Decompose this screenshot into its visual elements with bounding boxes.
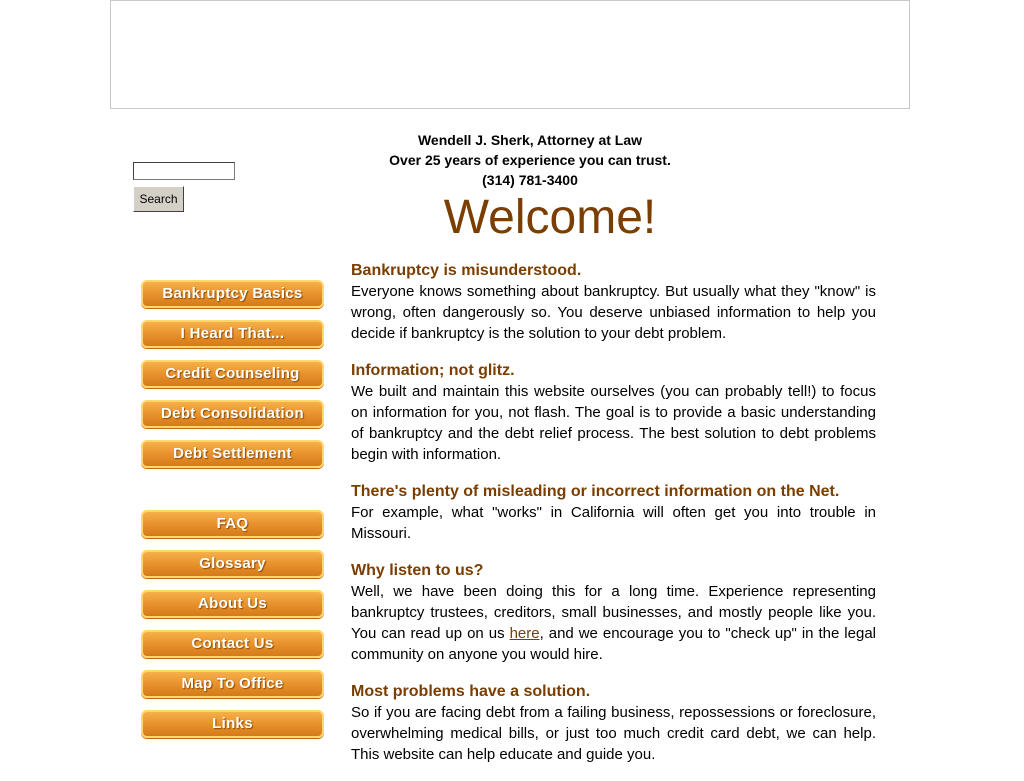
- phone-number: (314) 781-3400: [482, 172, 578, 188]
- search-button[interactable]: Search: [133, 186, 184, 212]
- section-body: So if you are facing debt from a failing business, repossessions or foreclosure, overwhelming medical bills, or just too much credit card debt, we can help. This website can help educate and guide you.: [351, 704, 876, 763]
- content-section: [351, 681, 876, 765]
- search-input[interactable]: [133, 162, 235, 180]
- nav-debt-consolidation[interactable]: Debt Consolidation: [141, 400, 324, 428]
- search-form: [133, 162, 235, 212]
- section-heading: Bankruptcy is misunderstood.: [351, 262, 582, 279]
- site-header: [350, 130, 710, 190]
- section-heading: Information; not glitz.: [351, 362, 515, 379]
- content-section: [351, 481, 876, 544]
- nav-credit-counseling[interactable]: Credit Counseling: [141, 360, 324, 388]
- nav-faq[interactable]: FAQ: [141, 510, 324, 538]
- section-heading: Why listen to us?: [351, 562, 484, 579]
- nav-map-to-office[interactable]: Map To Office: [141, 670, 324, 698]
- section-body: [351, 581, 876, 665]
- nav-i-heard-that[interactable]: I Heard That...: [141, 320, 324, 348]
- section-heading: There's plenty of misleading or incorrect information on the Net.: [351, 483, 840, 500]
- section-body-text: , and we encourage you to "check up" in the legal community on anyone you would hire.: [351, 625, 876, 663]
- section-body: For example, what "works" in California will often get you into trouble in Missouri.: [351, 504, 876, 542]
- content-section: [351, 260, 876, 344]
- nav-about-us[interactable]: About Us: [141, 590, 324, 618]
- content-section: [351, 560, 876, 665]
- tagline: Over 25 years of experience you can trust.: [389, 152, 671, 168]
- main-content: [351, 260, 876, 781]
- nav-bankruptcy-basics[interactable]: Bankruptcy Basics: [141, 280, 324, 308]
- nav-links[interactable]: Links: [141, 710, 324, 738]
- content-section: [351, 360, 876, 465]
- top-banner: [110, 0, 910, 109]
- section-heading: Most problems have a solution.: [351, 683, 591, 700]
- about-us-link[interactable]: here: [509, 625, 540, 642]
- section-body: We built and maintain this website ourselves (you can probably tell!) to focus on information for you, not flash. The goal is to provide a basic understanding of bankruptcy and the debt relief process. The best solution to debt problems begin with information.: [351, 383, 876, 463]
- section-body: Everyone knows something about bankruptcy. But usually what they "know" is wrong, often dangerously so. You deserve unbiased information to help you decide if bankruptcy is the solution to your debt problem.: [351, 283, 876, 342]
- nav-contact-us[interactable]: Contact Us: [141, 630, 324, 658]
- attorney-name: Wendell J. Sherk, Attorney at Law: [417, 132, 643, 148]
- section-body-text: Well, we have been doing this for a long time. Experience representing bankruptcy trustees, creditors, small businesses, and mostly people like you. You can read up on us: [351, 583, 876, 642]
- nav-glossary[interactable]: Glossary: [141, 550, 324, 578]
- nav-debt-settlement[interactable]: Debt Settlement: [141, 440, 324, 468]
- page-title: Welcome!: [443, 191, 657, 244]
